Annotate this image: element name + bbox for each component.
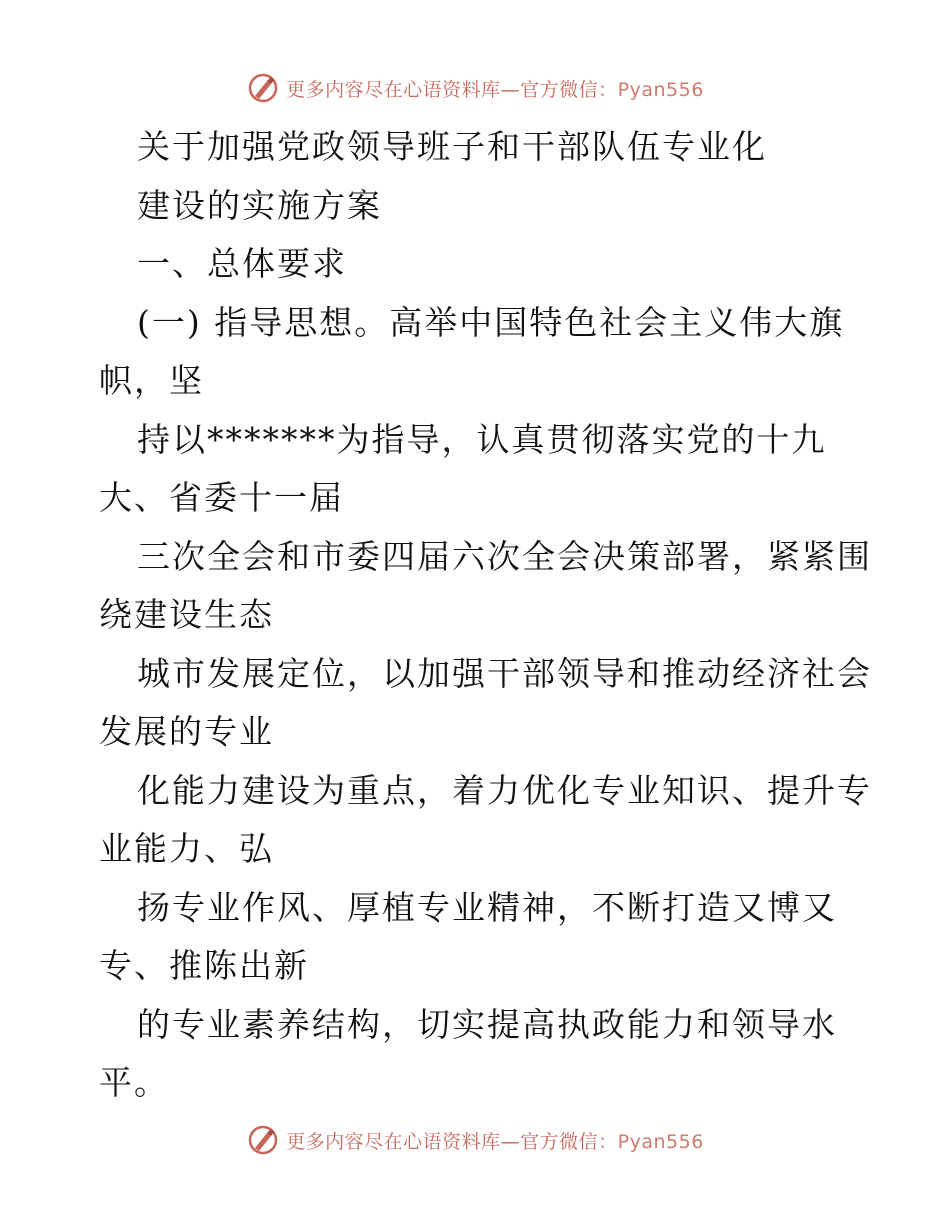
doc-title-line-2: 建设的实施方案 <box>137 186 382 225</box>
paragraph-line: 持以*******为指导，认真贯彻落实党的十九 <box>137 420 827 459</box>
paragraph-line: 帜，坚 <box>99 361 204 400</box>
doc-title-line-1: 关于加强党政领导班子和干部队伍专业化 <box>137 127 767 166</box>
paragraph-line: 大、省委十一届 <box>99 478 344 517</box>
paragraph-line: 三次全会和市委四届六次全会决策部署，紧紧围 <box>137 537 872 576</box>
paragraph-line: 绕建设生态 <box>99 595 274 634</box>
section-heading: 一、总体要求 <box>137 244 347 283</box>
watermark-text: 更多内容尽在心语资料库—官方微信：Pyan556 <box>286 78 704 101</box>
watermark-text: 更多内容尽在心语资料库—官方微信：Pyan556 <box>286 1130 704 1153</box>
header-watermark <box>0 68 950 108</box>
paragraph-line: 城市发展定位，以加强干部领导和推动经济社会 <box>137 654 872 693</box>
paragraph-line: 平。 <box>99 1063 169 1102</box>
paragraph-line: 扬专业作风、厚植专业精神，不断打造又博又 <box>137 888 837 927</box>
paragraph-line: 业能力、弘 <box>99 829 274 868</box>
paragraph-line: (一) 指导思想。高举中国特色社会主义伟大旗 <box>137 303 845 342</box>
paragraph-line: 专、推陈出新 <box>99 946 309 985</box>
paragraph-line: 发展的专业 <box>99 712 274 751</box>
paragraph-line: 的专业素养结构，切实提高执政能力和领导水 <box>137 1005 837 1044</box>
footer-watermark <box>0 1120 950 1160</box>
pen-logo-icon <box>246 71 280 105</box>
pen-logo-icon <box>246 1123 280 1157</box>
paragraph-line: 化能力建设为重点，着力优化专业知识、提升专 <box>137 771 872 810</box>
